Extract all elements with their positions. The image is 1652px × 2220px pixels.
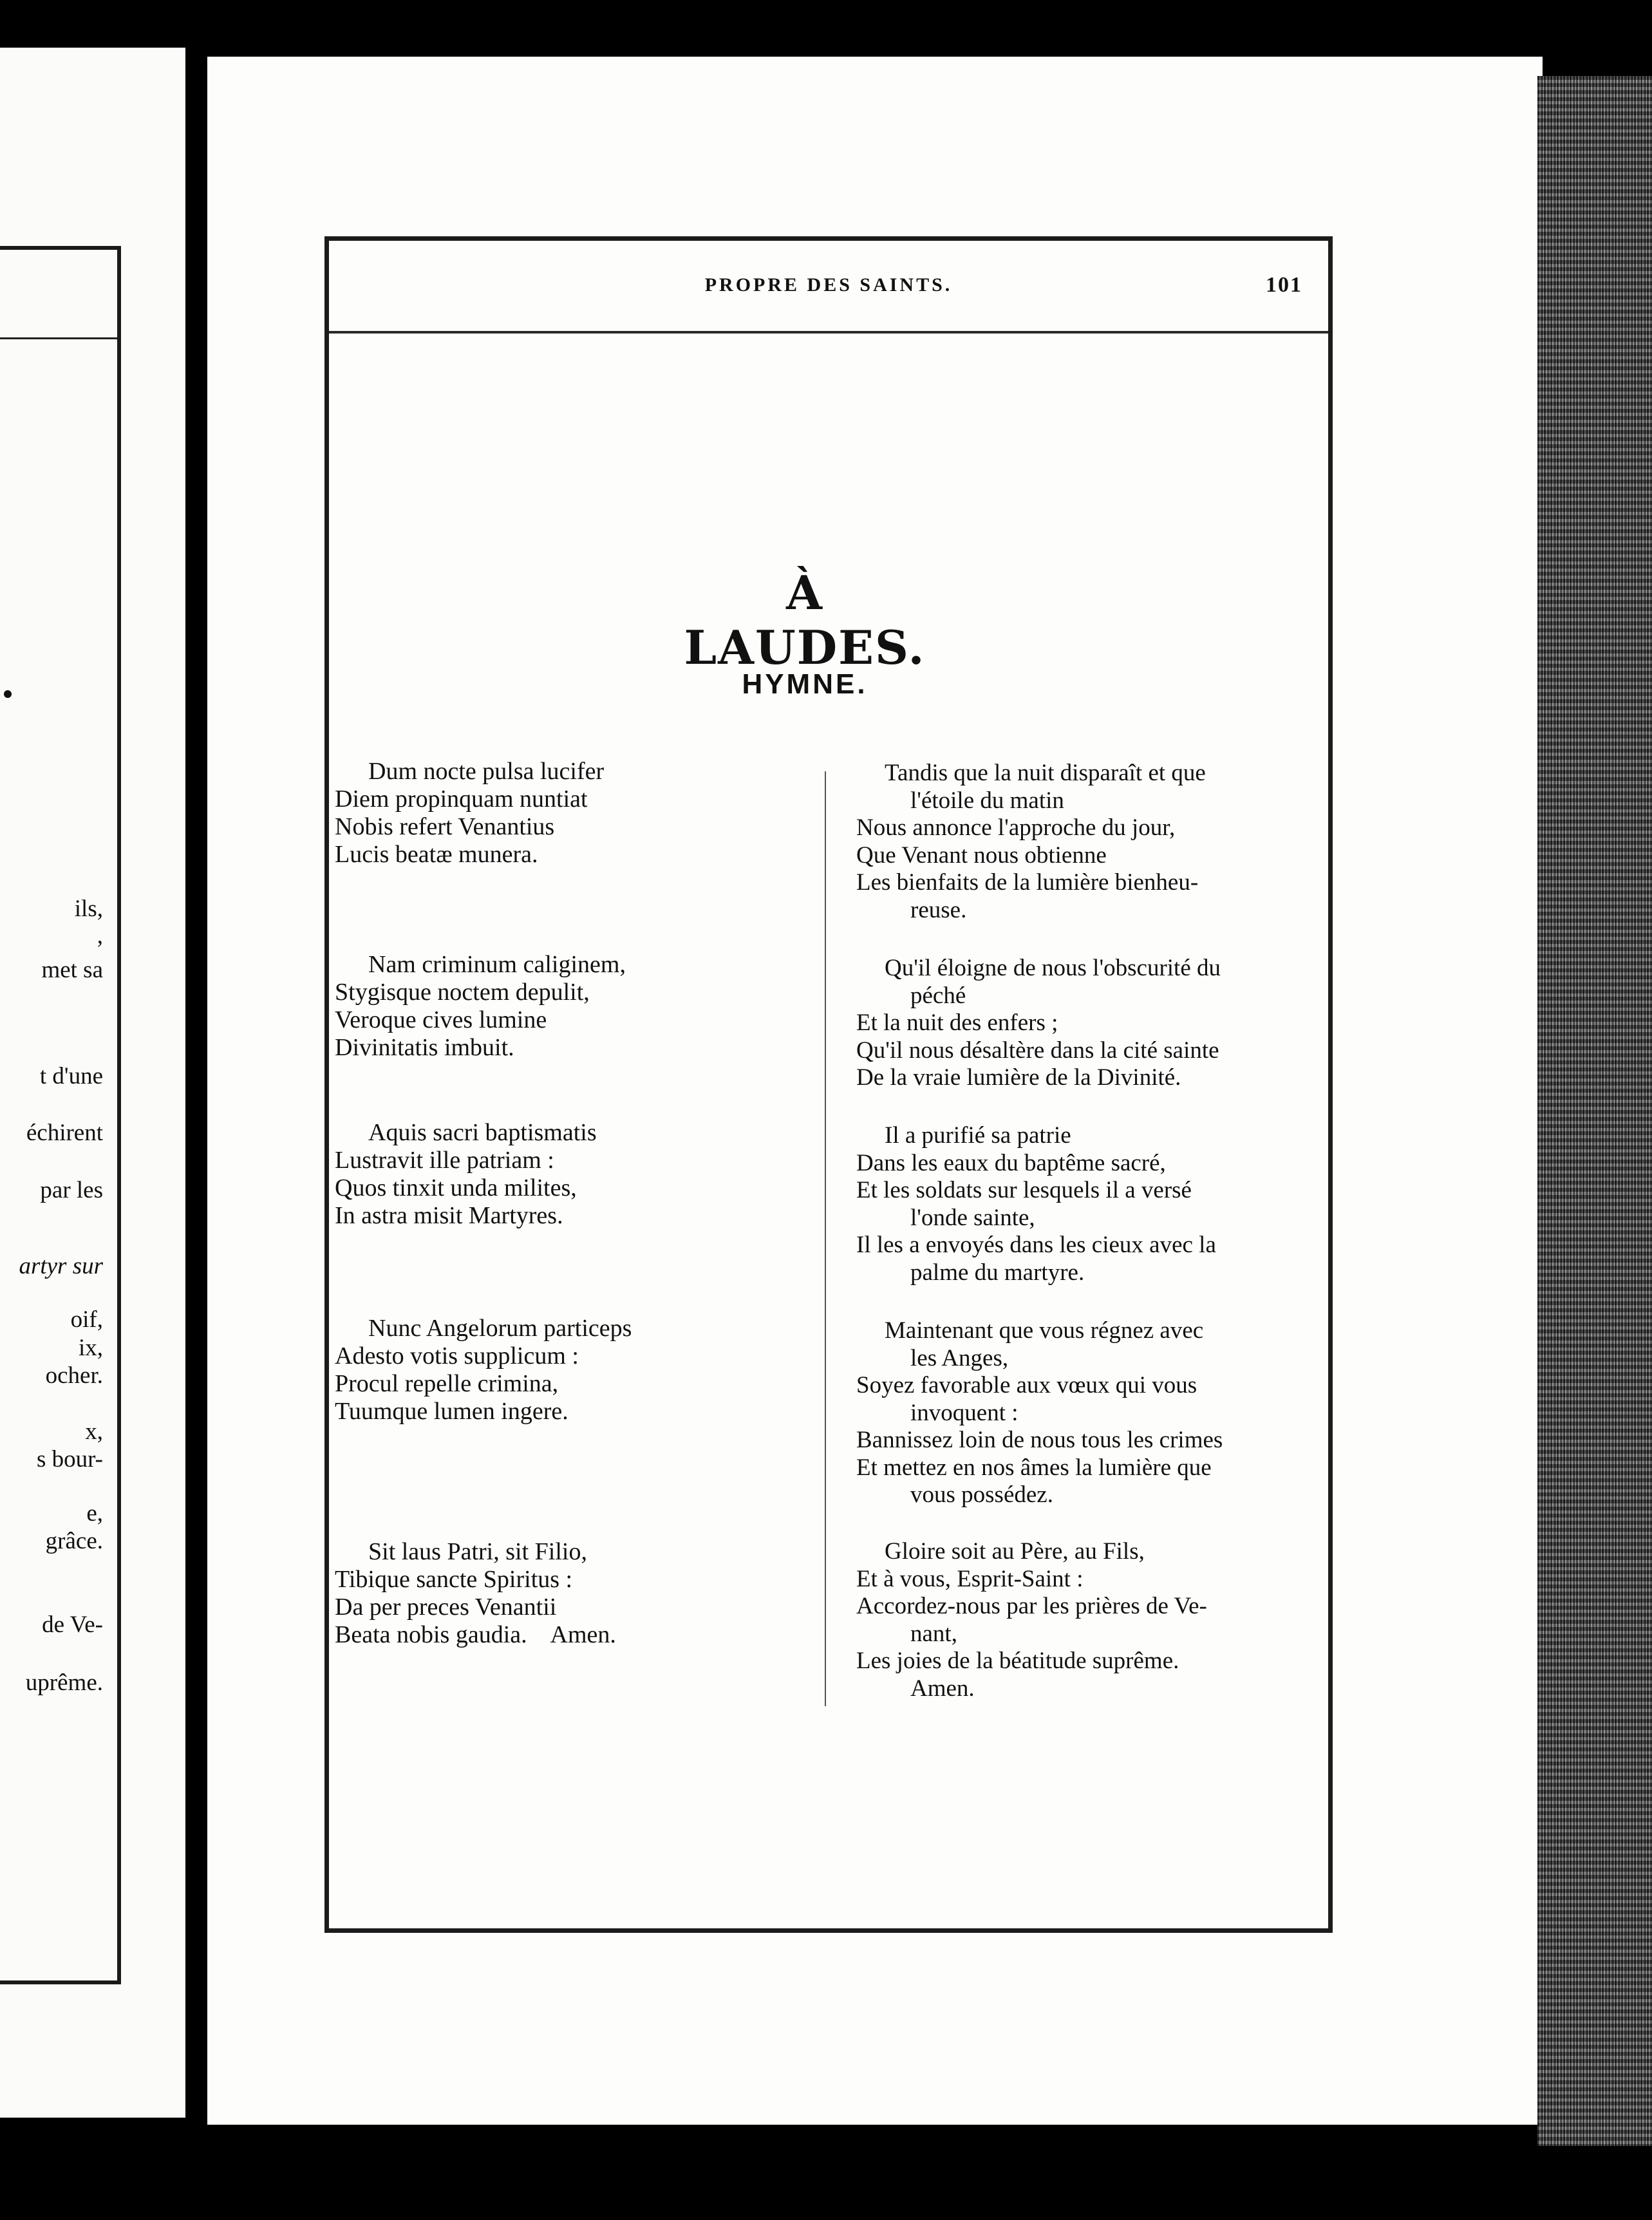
- french-stanza: [856, 955, 1312, 1092]
- french-line: nant,: [910, 1620, 957, 1647]
- running-head: PROPRE DES SAINTS.: [704, 274, 953, 296]
- latin-line: Veroque cives lumine: [335, 1006, 547, 1033]
- french-line: Les bienfaits de la lumière bienheu-: [856, 869, 1199, 896]
- left-header-rule: [0, 337, 117, 339]
- french-line: Et à vous, Esprit-Saint :: [856, 1565, 1084, 1592]
- french-line: Accordez-nous par les prières de Ve-: [856, 1593, 1207, 1619]
- latin-line: Divinitatis imbuit.: [335, 1034, 514, 1061]
- latin-line: Lucis beatæ munera.: [335, 841, 538, 868]
- french-line: vous possédez.: [910, 1482, 1053, 1508]
- left-page-frame: [0, 246, 121, 1984]
- french-line: Maintenant que vous régnez avec: [885, 1317, 1204, 1344]
- latin-line: Nam criminum caliginem,: [368, 951, 626, 978]
- french-line: Et la nuit des enfers ;: [856, 1010, 1058, 1036]
- latin-line: Quos tinxit unda milites,: [335, 1174, 577, 1201]
- latin-line: Beata nobis gaudia. Amen.: [335, 1621, 616, 1648]
- french-line: Que Venant nous obtienne: [856, 842, 1107, 869]
- latin-line: Aquis sacri baptismatis: [368, 1119, 597, 1146]
- book-page-edges: [1537, 76, 1652, 2146]
- latin-line: Adesto votis supplicum :: [335, 1342, 579, 1369]
- french-line: les Anges,: [910, 1344, 1009, 1371]
- latin-stanza: [335, 1315, 695, 1425]
- latin-line: Procul repelle crimina,: [335, 1370, 559, 1397]
- french-line: reuse.: [910, 896, 967, 923]
- latin-line: Diem propinquam nuntiat: [335, 785, 588, 813]
- latin-line: Lustravit ille patriam :: [335, 1147, 554, 1174]
- french-stanza: [856, 1538, 1312, 1702]
- left-fragment: par les: [40, 1178, 103, 1203]
- french-line: Nous annonce l'approche du jour,: [856, 814, 1176, 841]
- hymn-title: HYMNE.: [742, 668, 868, 700]
- latin-line: Nobis refert Venantius: [335, 813, 555, 840]
- latin-line: Tibique sancte Spiritus :: [335, 1566, 573, 1593]
- latin-stanza: [335, 758, 695, 869]
- french-line: Qu'il éloigne de nous l'obscurité du: [885, 955, 1221, 981]
- latin-line: Stygisque noctem depulit,: [335, 979, 590, 1006]
- french-line: Soyez favorable aux vœux qui vous: [856, 1372, 1197, 1398]
- latin-line: Dum nocte pulsa lucifer: [368, 758, 605, 785]
- french-line: Qu'il nous désaltère dans la cité sainte: [856, 1037, 1219, 1064]
- left-fragment: ix,: [78, 1335, 103, 1361]
- french-line: invoquent :: [910, 1399, 1018, 1426]
- page-number: 101: [1266, 273, 1302, 297]
- latin-line: Da per preces Venantii: [335, 1594, 557, 1621]
- left-fragment: ils,: [74, 896, 103, 922]
- french-line: De la vraie lumière de la Divinité.: [856, 1064, 1181, 1091]
- french-line: péché: [910, 982, 966, 1009]
- left-fragment: artyr sur: [19, 1254, 103, 1279]
- left-fragment: échirent: [26, 1120, 103, 1146]
- left-fragment: met sa: [41, 957, 103, 983]
- latin-line: Nunc Angelorum particeps: [368, 1315, 632, 1342]
- french-line: l'étoile du matin: [910, 787, 1064, 814]
- left-fragment: x,: [85, 1419, 103, 1445]
- left-fragment: ,: [97, 923, 103, 949]
- latin-stanza: [335, 1538, 695, 1649]
- left-fragment: t d'une: [39, 1064, 103, 1089]
- french-line: Amen.: [910, 1675, 975, 1702]
- french-line: palme du martyre.: [910, 1259, 1085, 1286]
- french-line: Et les soldats sur lesquels il a versé: [856, 1177, 1192, 1203]
- french-line: Tandis que la nuit disparaît et que: [885, 760, 1206, 786]
- latin-line: Sit laus Patri, sit Filio,: [368, 1538, 587, 1565]
- french-stanza: [856, 1317, 1312, 1509]
- left-fragment: e,: [86, 1501, 103, 1527]
- french-line: Les joies de la béatitude suprême.: [856, 1648, 1179, 1674]
- french-line: Bannissez loin de nous tous les crimes: [856, 1427, 1223, 1453]
- header-rule: [329, 331, 1328, 334]
- latin-stanza: [335, 1119, 695, 1230]
- latin-stanza: [335, 951, 695, 1062]
- french-line: Il les a envoyés dans les cieux avec la: [856, 1232, 1216, 1258]
- left-fragment: grâce.: [45, 1529, 103, 1554]
- french-stanza: [856, 760, 1312, 924]
- left-fragment: s bour-: [36, 1447, 103, 1472]
- latin-line: In astra misit Martyres.: [335, 1202, 563, 1229]
- left-fragment: ocher.: [45, 1363, 103, 1389]
- latin-line: Tuumque lumen ingere.: [335, 1398, 568, 1425]
- left-page: [0, 48, 185, 2118]
- left-fragment: de Ve-: [42, 1612, 103, 1638]
- french-line: l'onde sainte,: [910, 1204, 1035, 1231]
- left-fragment: oif,: [70, 1307, 103, 1333]
- french-line: Et mettez en nos âmes la lumière que: [856, 1454, 1212, 1481]
- french-line: Il a purifié sa patrie: [885, 1122, 1071, 1149]
- french-stanza: [856, 1122, 1312, 1286]
- french-line: Dans les eaux du baptême sacré,: [856, 1149, 1166, 1176]
- section-title: À LAUDES.: [684, 565, 926, 675]
- french-line: Gloire soit au Père, au Fils,: [885, 1538, 1145, 1565]
- left-bullet: [4, 690, 12, 698]
- column-divider: [825, 771, 826, 1706]
- left-fragment: uprême.: [25, 1670, 103, 1696]
